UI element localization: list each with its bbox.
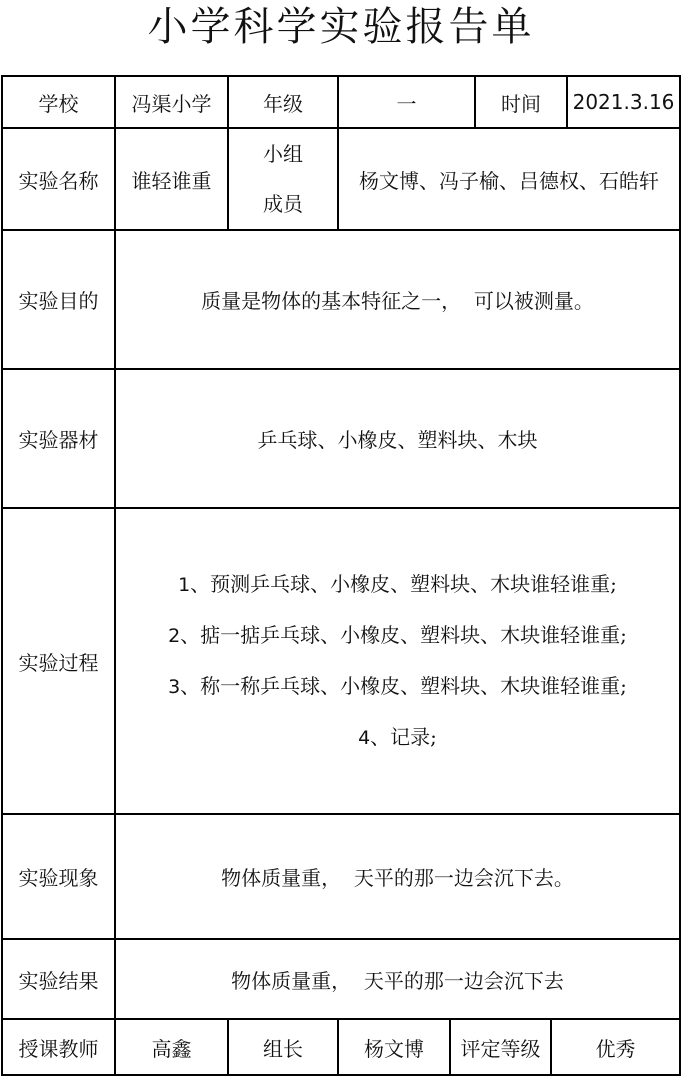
process-step: 3、称一称乒乓球、小橡皮、塑料块、木块谁轻谁重; bbox=[168, 674, 627, 698]
purpose-row bbox=[2, 230, 680, 369]
group-label-line2: 成员 bbox=[263, 192, 303, 216]
header-row bbox=[2, 76, 680, 128]
phenomenon-label: 实验现象 bbox=[2, 814, 115, 939]
page-title: 小学科学实验报告单 bbox=[147, 4, 535, 50]
experiment-name-value: 谁轻谁重 bbox=[115, 128, 228, 230]
purpose-label: 实验目的 bbox=[2, 230, 115, 369]
leader-label: 组长 bbox=[228, 1019, 338, 1075]
materials-label: 实验器材 bbox=[2, 369, 115, 508]
result-label: 实验结果 bbox=[2, 939, 115, 1019]
group-label-line1: 小组 bbox=[263, 142, 303, 166]
time-label: 时间 bbox=[475, 76, 567, 128]
teacher-label: 授课教师 bbox=[2, 1019, 115, 1075]
phenomenon-value: 物体质量重， 天平的那一边会沉下去。 bbox=[115, 814, 680, 939]
leader-value: 杨文博 bbox=[338, 1019, 450, 1075]
experiment-name-label: 实验名称 bbox=[2, 128, 115, 230]
materials-value: 乒乓球、小橡皮、塑料块、木块 bbox=[115, 369, 680, 508]
process-row bbox=[2, 508, 680, 814]
result-value: 物体质量重， 天平的那一边会沉下去 bbox=[115, 939, 680, 1019]
time-value: 2021.3.16 bbox=[567, 76, 680, 128]
rating-value: 优秀 bbox=[551, 1019, 680, 1075]
process-step: 4、记录; bbox=[358, 725, 437, 749]
grade-label: 年级 bbox=[228, 76, 338, 128]
group-members-value: 杨文博、冯子榆、吕德权、石皓轩 bbox=[338, 128, 680, 230]
process-step: 2、掂一掂乒乓球、小橡皮、塑料块、木块谁轻谁重; bbox=[168, 623, 627, 647]
process-steps bbox=[115, 508, 680, 814]
rating-label: 评定等级 bbox=[450, 1019, 551, 1075]
name-row bbox=[2, 128, 680, 230]
result-row bbox=[2, 939, 680, 1019]
school-value: 冯渠小学 bbox=[115, 76, 228, 128]
school-label: 学校 bbox=[2, 76, 115, 128]
teacher-value: 高鑫 bbox=[115, 1019, 228, 1075]
process-label: 实验过程 bbox=[2, 508, 115, 814]
materials-row bbox=[2, 369, 680, 508]
purpose-value: 质量是物体的基本特征之一， 可以被测量。 bbox=[115, 230, 680, 369]
report-table bbox=[1, 75, 681, 1076]
footer-row bbox=[2, 1019, 680, 1075]
phenomenon-row bbox=[2, 814, 680, 939]
group-members-label bbox=[228, 128, 338, 230]
process-step: 1、预测乒乓球、小橡皮、塑料块、木块谁轻谁重; bbox=[178, 572, 617, 596]
grade-value: 一 bbox=[338, 76, 475, 128]
